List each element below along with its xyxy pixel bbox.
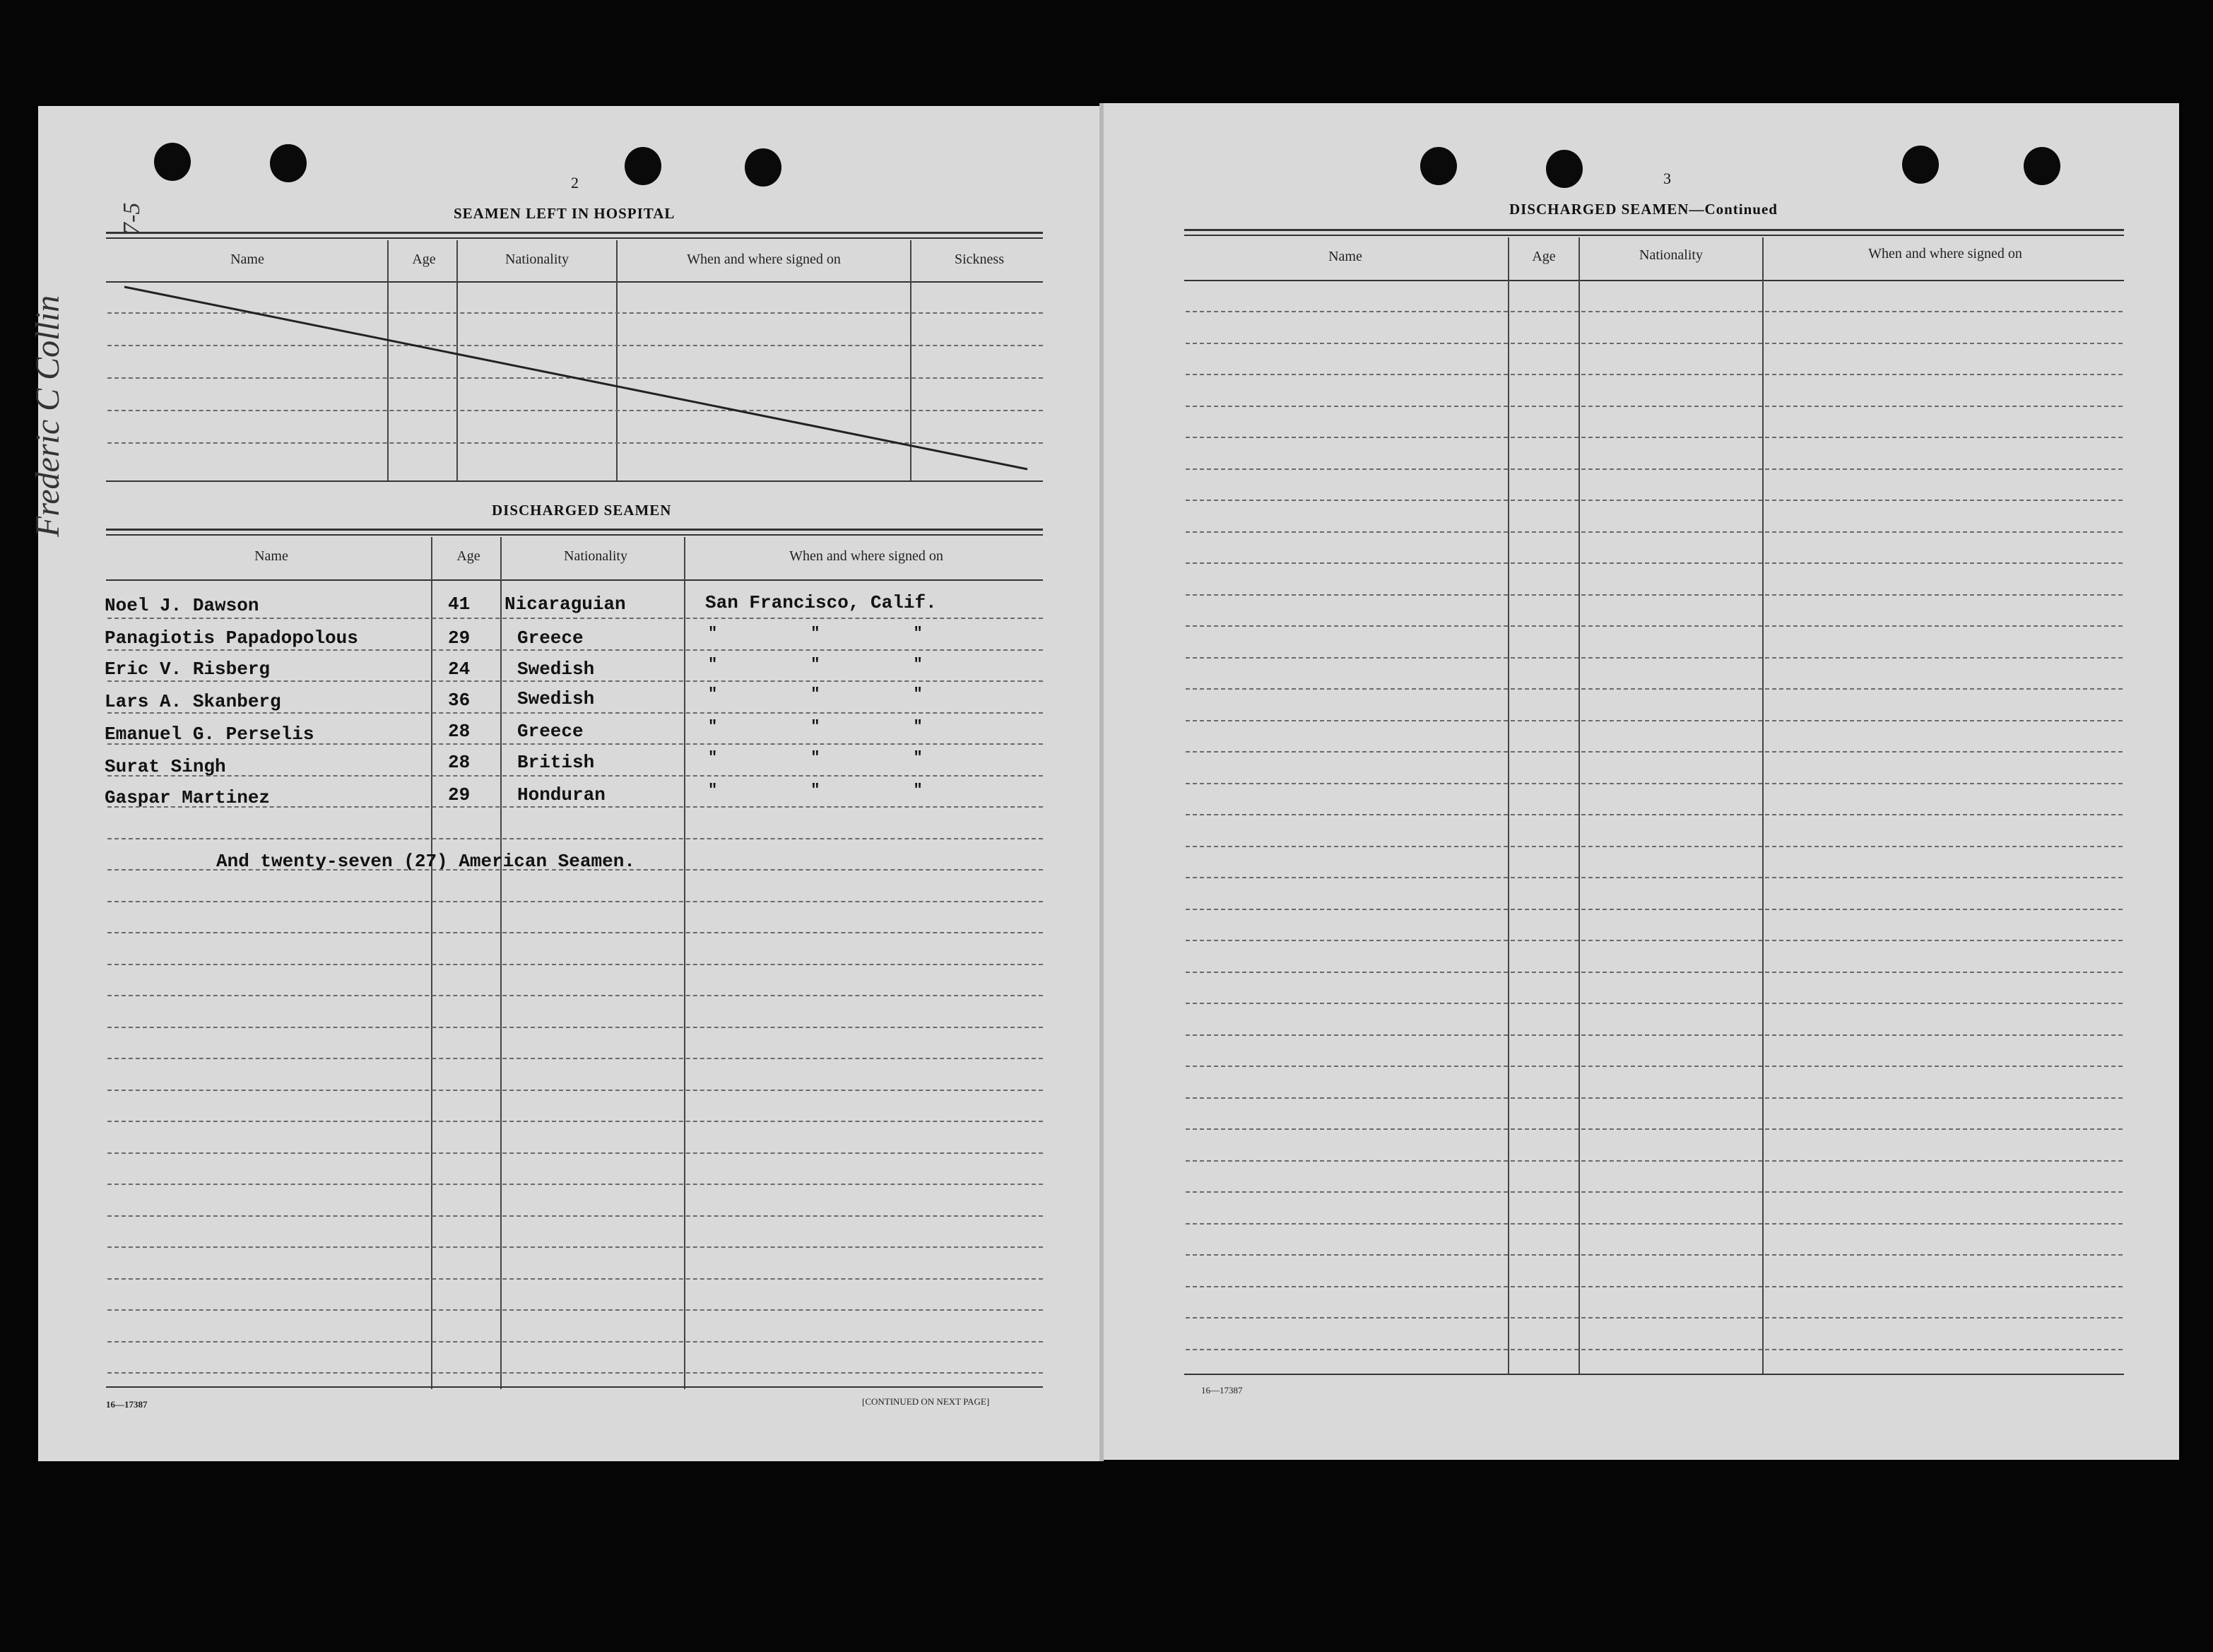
- seaman-name: Noel J. Dawson: [105, 595, 259, 616]
- column-divider: [1762, 237, 1764, 1375]
- seaman-name: Lars A. Skanberg: [105, 691, 281, 712]
- hospital-col-nationality: Nationality: [505, 252, 569, 267]
- form-number: 16—17387: [106, 1399, 148, 1410]
- seaman-age: 29: [448, 627, 471, 649]
- seaman-name: Eric V. Risberg: [105, 659, 271, 680]
- ruled-line: [1186, 846, 2123, 847]
- ruled-line: [1186, 1097, 2123, 1099]
- ruled-line: [1186, 1286, 2123, 1287]
- discharged-continued-heading: DISCHARGED SEAMEN—Continued: [1509, 201, 1778, 218]
- ruled-line: [1186, 972, 2123, 973]
- ruled-line: [1186, 562, 2123, 564]
- seaman-signed-on: " " ": [708, 625, 923, 642]
- discharged-col-name: Name: [254, 548, 288, 564]
- header-bottom-rule: [1184, 280, 2124, 281]
- discharged-col-signed-on: When and where signed on: [789, 548, 943, 564]
- seaman-age: 29: [448, 784, 471, 806]
- ruled-line: [1186, 909, 2123, 910]
- ruled-line: [1186, 437, 2123, 438]
- ruled-line: [1186, 751, 2123, 753]
- seaman-name: Panagiotis Papadopolous: [105, 627, 358, 649]
- seaman-signed-on: San Francisco, Calif.: [705, 592, 937, 613]
- ruled-line: [1186, 1034, 2123, 1036]
- table-top-rule: [1184, 229, 2124, 231]
- ruled-line: [1186, 1223, 2123, 1225]
- ruled-line: [1186, 500, 2123, 501]
- margin-handwriting: Frederic C Collin: [29, 295, 66, 537]
- form-number: 16—17387: [1201, 1385, 1243, 1396]
- table-top-rule: [1184, 235, 2124, 236]
- seaman-age: 36: [448, 690, 471, 711]
- american-seamen-note: And twenty-seven (27) American Seamen.: [216, 851, 635, 872]
- continued-col-name: Name: [1328, 249, 1362, 264]
- ruled-line: [1186, 783, 2123, 784]
- seaman-nationality: Greece: [517, 627, 584, 649]
- ruled-line: [1186, 657, 2123, 659]
- ruled-line: [1186, 940, 2123, 941]
- hospital-col-name: Name: [230, 252, 264, 267]
- ruled-line: [1186, 1160, 2123, 1162]
- ruled-line: [1186, 1128, 2123, 1130]
- ruled-line: [1186, 594, 2123, 596]
- seaman-nationality: Swedish: [517, 688, 595, 709]
- ruled-line: [1186, 814, 2123, 815]
- seaman-signed-on: " " ": [708, 685, 923, 703]
- seaman-signed-on: " " ": [708, 656, 923, 673]
- ruled-line: [1186, 1191, 2123, 1193]
- seaman-age: 41: [448, 594, 471, 615]
- ruled-line: [1186, 625, 2123, 627]
- page-number: 2: [571, 174, 579, 191]
- seaman-signed-on: " " ": [708, 718, 923, 736]
- column-divider: [1578, 237, 1580, 1375]
- hospital-col-signed-on: When and where signed on: [687, 252, 841, 267]
- seaman-signed-on: " " ": [708, 749, 923, 767]
- continued-col-age: Age: [1532, 249, 1556, 264]
- ruled-line: [1186, 311, 2123, 312]
- ruled-line: [1186, 1254, 2123, 1256]
- ruled-line: [1186, 468, 2123, 470]
- ruled-line: [1186, 877, 2123, 878]
- continued-col-signed-on: When and where signed on: [1868, 246, 2022, 261]
- ruled-line: [1186, 1317, 2123, 1318]
- seaman-age: 28: [448, 721, 471, 742]
- ruled-line: [1186, 1066, 2123, 1067]
- seaman-age: 28: [448, 752, 471, 773]
- seaman-signed-on: " " ": [708, 781, 923, 799]
- ruled-line: [1186, 688, 2123, 690]
- ruled-line: [1186, 531, 2123, 533]
- seaman-name: Surat Singh: [105, 756, 226, 777]
- margin-number: 7-5: [119, 202, 145, 235]
- ruled-line: [1186, 720, 2123, 721]
- continued-col-nationality: Nationality: [1639, 247, 1703, 263]
- ruled-line: [1186, 1003, 2123, 1004]
- seaman-nationality: British: [517, 752, 595, 773]
- table-bottom-rule: [1184, 1374, 2124, 1375]
- seaman-age: 24: [448, 659, 471, 680]
- column-divider: [1508, 237, 1509, 1375]
- hospital-heading: SEAMEN LEFT IN HOSPITAL: [454, 205, 675, 222]
- hospital-col-age: Age: [412, 252, 436, 267]
- ruled-line: [1186, 343, 2123, 344]
- ruled-line: [1186, 374, 2123, 375]
- seaman-nationality: Honduran: [517, 784, 606, 806]
- hospital-col-sickness: Sickness: [955, 252, 1004, 267]
- discharged-col-age: Age: [456, 548, 480, 564]
- seaman-name: Emanuel G. Perselis: [105, 724, 314, 745]
- seaman-nationality: Swedish: [517, 659, 595, 680]
- seaman-nationality: Nicaraguian: [504, 594, 626, 615]
- ruled-line: [1186, 1349, 2123, 1350]
- discharged-heading: DISCHARGED SEAMEN: [492, 502, 672, 519]
- discharged-col-nationality: Nationality: [564, 548, 627, 564]
- page-number: 3: [1663, 170, 1671, 187]
- seaman-name: Gaspar Martinez: [105, 787, 271, 808]
- seaman-nationality: Greece: [517, 721, 584, 742]
- continued-note: [CONTINUED ON NEXT PAGE]: [862, 1396, 990, 1407]
- ruled-line: [1186, 406, 2123, 407]
